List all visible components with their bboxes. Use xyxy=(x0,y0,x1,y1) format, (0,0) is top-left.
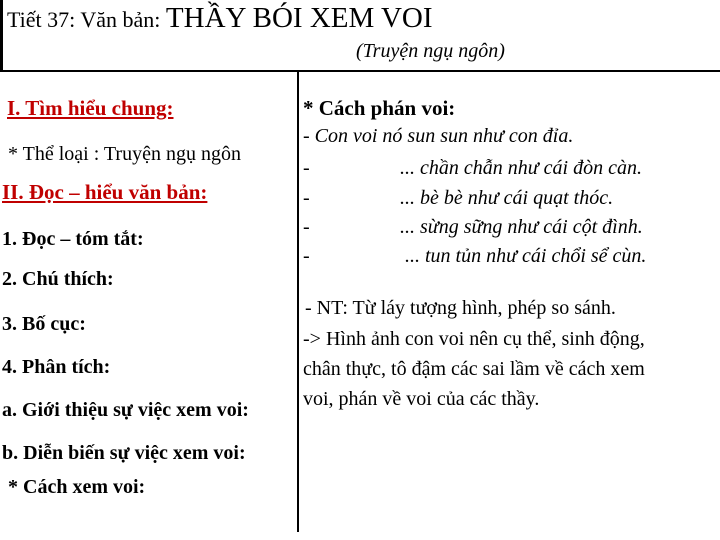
item-b-sub: * Cách xem voi: xyxy=(8,476,146,498)
page-subtitle: (Truyện ngụ ngôn) xyxy=(356,40,505,62)
item-4: 4. Phân tích: xyxy=(2,356,111,378)
item-a: a. Giới thiệu sự việc xem voi: xyxy=(2,399,249,421)
judgment-line-5: ... tun tủn như cái chổi sể cùn. xyxy=(405,245,647,267)
item-2: 2. Chú thích: xyxy=(2,268,114,290)
judgment-dash-3: - xyxy=(303,187,310,209)
right-heading: * Cách phán voi: xyxy=(303,96,456,120)
title-prefix: Tiết 37: Văn bản: xyxy=(7,7,166,32)
section-1-heading: I. Tìm hiểu chung: xyxy=(7,96,174,120)
note-line-3: chân thực, tô đậm các sai lầm về cách xem xyxy=(303,358,645,380)
item-1: 1. Đọc – tóm tắt: xyxy=(2,228,144,250)
note-line-4: voi, phán về voi của các thầy. xyxy=(303,388,540,410)
judgment-dash-2: - xyxy=(303,157,310,179)
judgment-dash-5: - xyxy=(303,245,310,267)
judgment-line-4: ... sừng sững như cái cột đình. xyxy=(400,216,643,238)
title-main: THẦY BÓI XEM VOI xyxy=(165,2,433,34)
note-line-2: -> Hình ảnh con voi nên cụ thể, sinh động, xyxy=(303,328,645,350)
judgment-line-3: ... bè bè như cái quạt thóc. xyxy=(400,187,614,209)
item-b: b. Diễn biến sự việc xem voi: xyxy=(2,442,246,464)
judgment-dash-4: - xyxy=(303,216,310,238)
note-line-1: - NT: Từ láy tượng hình, phép so sánh. xyxy=(305,297,616,319)
judgment-line-1: - Con voi nó sun sun như con đỉa. xyxy=(303,125,574,147)
genre-line: * Thể loại : Truyện ngụ ngôn xyxy=(8,143,241,165)
item-3: 3. Bố cục: xyxy=(2,313,86,335)
section-2-heading: II. Đọc – hiểu văn bản: xyxy=(2,180,208,204)
judgment-line-2: ... chần chẫn như cái đòn càn. xyxy=(400,157,642,179)
column-divider xyxy=(297,72,299,532)
page-title xyxy=(7,2,433,35)
